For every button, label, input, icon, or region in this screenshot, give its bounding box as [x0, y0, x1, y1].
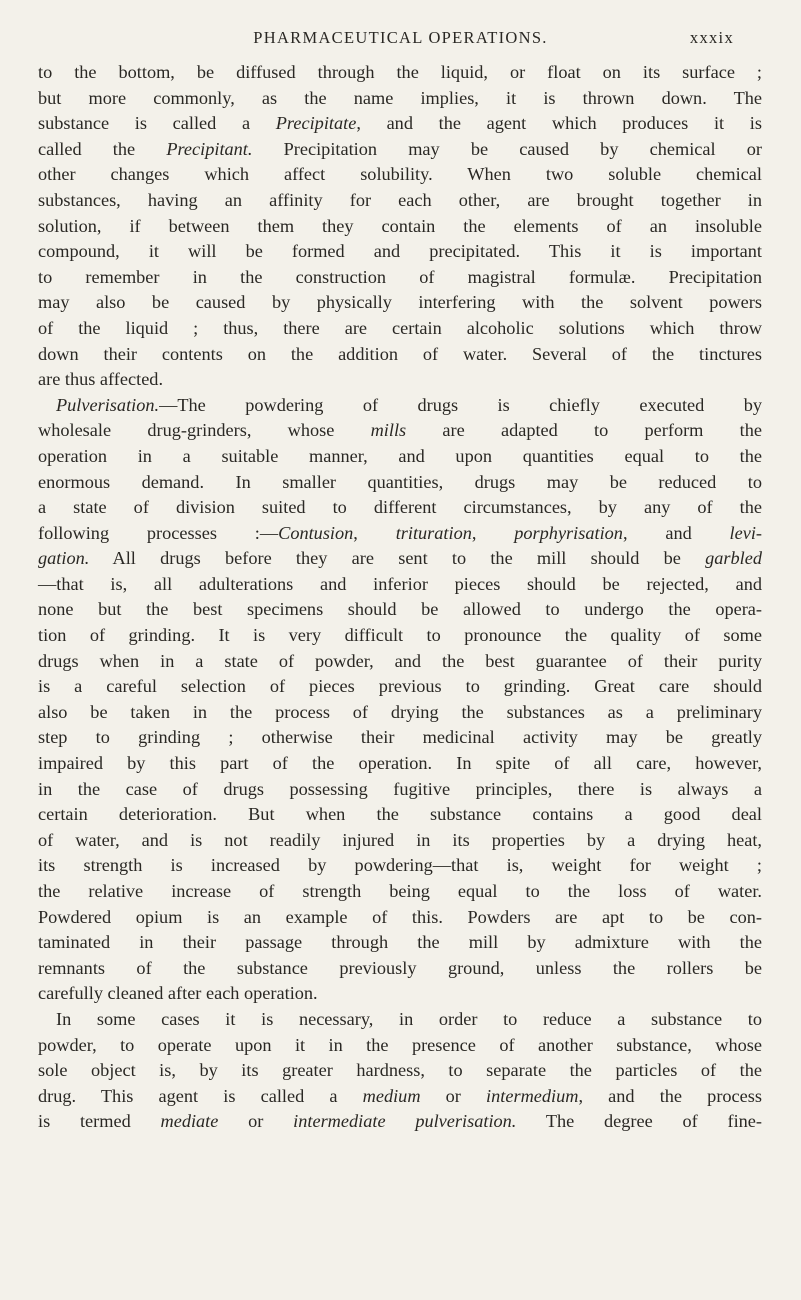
text-line: gation. All drugs before they are sent to the mill should be garbled	[38, 548, 762, 569]
text-line: step to grinding ; otherwise their medicinal activity may be greatly	[38, 727, 762, 748]
text-line: certain deterioration. But when the substance contains a good deal	[38, 804, 762, 825]
text-line: operation in a suitable manner, and upon quantities equal to the	[38, 445, 762, 466]
text-line: drug. This agent is called a medium or intermedium, and the process	[38, 1085, 762, 1106]
text-line: impaired by this part of the operation. In spite of all care, however,	[38, 753, 762, 774]
text-line: remnants of the substance previously ground, unless the rollers be	[38, 957, 762, 978]
text-line: the relative increase of strength being equal to the loss of water.	[38, 881, 762, 901]
text-line: substances, having an affinity for each other, are brought together in	[38, 189, 762, 210]
text-line: powder, to operate upon it in the presence of another substance, whose	[38, 1034, 762, 1055]
text-line: enormous demand. In smaller quantities, drugs may be reduced to	[38, 471, 762, 492]
body-text	[38, 60, 762, 1135]
text-line: substance is called a Precipitate, and the agent which produces it is	[38, 113, 762, 134]
text-line: to the bottom, be diffused through the liquid, or float on its surface ;	[38, 62, 762, 82]
text-line: Pulverisation.—The powdering of drugs is chiefly executed by	[56, 394, 762, 415]
page-number: xxxix	[689, 28, 734, 47]
text-line: is a careful selection of pieces previous to grinding. Great care should	[38, 676, 762, 697]
text-line: taminated in their passage through the mill by admixture with the	[38, 932, 762, 953]
text-line: following processes :—Contusion, trituration, porphyrisation, and levi-	[38, 522, 763, 543]
running-title: PHARMACEUTICAL OPERATIONS.	[253, 28, 548, 47]
section-heading: Pulverisation.	[56, 394, 160, 415]
text-line: also be taken in the process of drying the substances as a preliminary	[38, 701, 762, 722]
text-line: compound, it will be formed and precipitated. This it is important	[38, 241, 762, 262]
text-line: called the Precipitant. Precipitation may be caused by chemical or	[38, 138, 762, 159]
text-line: but more commonly, as the name implies, it is thrown down. The	[38, 87, 762, 108]
text-line: down their contents on the addition of water. Several of the tinctures	[38, 343, 762, 364]
text-line: to remember in the construction of magistral formulæ. Precipitation	[38, 266, 762, 287]
page-header	[64, 28, 737, 54]
text-line: Powdered opium is an example of this. Powders are apt to be con-	[38, 906, 762, 927]
text-line: of the liquid ; thus, there are certain alcoholic solutions which throw	[38, 317, 762, 338]
text-line: may also be caused by physically interfering with the solvent powers	[38, 292, 762, 313]
paragraph-pulverisation	[38, 393, 762, 1007]
text-line: tion of grinding. It is very difficult to pronounce the quality of some	[38, 625, 762, 646]
text-line: In some cases it is necessary, in order to reduce a substance to	[56, 1008, 762, 1029]
text-line: carefully cleaned after each operation.	[38, 983, 318, 1004]
text-line: are thus affected.	[38, 369, 164, 390]
paragraph-precipitation	[38, 60, 762, 393]
text-line: a state of division suited to different circumstances, by any of the	[38, 497, 762, 518]
text-line: of water, and is not readily injured in its properties by a drying heat,	[38, 829, 762, 850]
text-line: solution, if between them they contain the elements of an insoluble	[38, 215, 762, 236]
text-line: none but the best specimens should be allowed to undergo the opera-	[38, 599, 762, 620]
text-line: is termed mediate or intermediate pulverisation. The degree of fine-	[38, 1111, 763, 1132]
text-line: —that is, all adulterations and inferior pieces should be rejected, and	[38, 573, 762, 594]
text-line: in the case of drugs possessing fugitive principles, there is always a	[38, 778, 762, 799]
text-line: its strength is increased by powdering—that is, weight for weight ;	[38, 855, 762, 876]
text-line: sole object is, by its greater hardness, to separate the particles of the	[38, 1060, 762, 1081]
text-line: other changes which affect solubility. When two soluble chemical	[38, 164, 762, 185]
text-line: drugs when in a state of powder, and the best guarantee of their purity	[38, 650, 762, 671]
paragraph-intermediate-pulverisation	[38, 1007, 762, 1135]
text-line: wholesale drug-grinders, whose mills are adapted to perform the	[38, 420, 762, 441]
